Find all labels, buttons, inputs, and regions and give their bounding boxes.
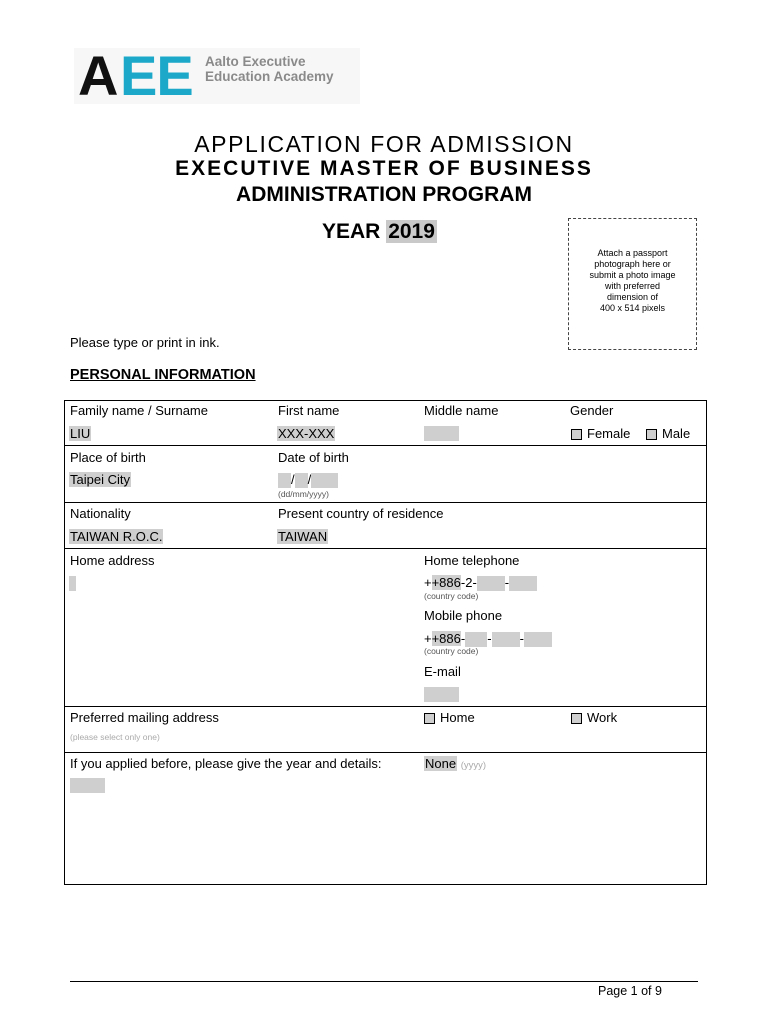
photo-instruction-line5: dimension of bbox=[606, 292, 659, 302]
mobile-country-code-note: (country code) bbox=[424, 646, 479, 656]
dob-day-field[interactable] bbox=[278, 473, 291, 488]
dob-format-hint: (dd/mm/yyyy) bbox=[278, 489, 329, 499]
mobile-part3[interactable] bbox=[524, 632, 552, 647]
applied-before-label: If you applied before, please give the year and details: bbox=[70, 756, 382, 771]
personal-info-form bbox=[64, 400, 707, 885]
home-tel-dash: - bbox=[504, 575, 510, 590]
mailing-work-checkbox[interactable] bbox=[571, 713, 582, 724]
mobile-country-code[interactable]: +886 bbox=[431, 631, 461, 646]
dob-month-field[interactable] bbox=[295, 473, 308, 488]
applied-before-year-group bbox=[424, 756, 486, 771]
logo-org-line1: Aalto Executive bbox=[205, 54, 306, 69]
mobile-dash: - bbox=[487, 631, 492, 646]
mobile-field-group bbox=[424, 631, 552, 647]
photo-instruction-line3: submit a photo image bbox=[589, 270, 676, 280]
year-value-field[interactable]: 2019 bbox=[388, 220, 435, 243]
mailing-note: (please select only one) bbox=[70, 732, 160, 742]
dob-year-field[interactable] bbox=[311, 473, 338, 488]
photo-instruction-line4: with preferred bbox=[604, 281, 661, 291]
place-of-birth-field[interactable]: Taipei City bbox=[70, 472, 130, 487]
home-tel-country-code[interactable]: +886 bbox=[431, 575, 461, 590]
home-address-label: Home address bbox=[70, 553, 155, 568]
mailing-home-label: Home bbox=[440, 710, 475, 725]
dob-label: Date of birth bbox=[278, 450, 349, 465]
mobile-part2[interactable] bbox=[492, 632, 520, 647]
row-divider bbox=[64, 445, 707, 446]
mailing-work-label: Work bbox=[587, 710, 618, 725]
home-tel-part1[interactable] bbox=[477, 576, 505, 591]
mailing-label: Preferred mailing address bbox=[70, 710, 219, 725]
row-divider bbox=[64, 548, 707, 549]
email-label: E-mail bbox=[424, 664, 461, 679]
home-address-field[interactable] bbox=[69, 576, 76, 591]
first-name-label: First name bbox=[278, 403, 340, 418]
year-heading bbox=[322, 220, 437, 244]
title-line2: EXECUTIVE MASTER OF BUSINESS bbox=[175, 157, 593, 180]
gender-label: Gender bbox=[570, 403, 614, 418]
mailing-home-option[interactable] bbox=[424, 710, 475, 725]
mobile-dash: - bbox=[460, 631, 466, 646]
row-divider bbox=[64, 706, 707, 707]
gender-male-option[interactable] bbox=[646, 426, 690, 441]
dob-separator: / bbox=[307, 472, 312, 487]
title-line3: ADMINISTRATION PROGRAM bbox=[236, 183, 532, 206]
applied-before-details-field[interactable] bbox=[70, 778, 105, 793]
home-tel-plus: + bbox=[424, 575, 432, 590]
title-line1: APPLICATION FOR ADMISSION bbox=[194, 131, 574, 157]
page-number: Page 1 of 9 bbox=[598, 984, 662, 998]
middle-name-field[interactable] bbox=[424, 426, 459, 441]
mailing-work-option[interactable] bbox=[571, 710, 617, 725]
dob-separator: / bbox=[291, 472, 295, 487]
first-name-field[interactable]: XXX-XXX bbox=[278, 426, 335, 441]
instruction-text: Please type or print in ink. bbox=[70, 335, 220, 350]
gender-female-option[interactable] bbox=[571, 426, 630, 441]
home-tel-country-code-note: (country code) bbox=[424, 591, 479, 601]
nationality-label: Nationality bbox=[70, 506, 131, 521]
logo-letter-a: A bbox=[78, 44, 118, 107]
logo-org-name bbox=[205, 54, 334, 84]
nationality-field[interactable]: TAIWAN R.O.C. bbox=[70, 529, 163, 544]
family-name-field[interactable]: LIU bbox=[70, 426, 91, 441]
logo-letters-ee: EE bbox=[120, 44, 193, 107]
year-label: YEAR bbox=[322, 220, 381, 243]
dob-field-group bbox=[278, 472, 338, 488]
mobile-label: Mobile phone bbox=[424, 608, 503, 623]
applied-before-year-field[interactable]: None bbox=[425, 756, 457, 771]
family-name-label: Family name / Surname bbox=[70, 403, 208, 418]
gender-female-label: Female bbox=[587, 426, 631, 441]
gender-male-label: Male bbox=[662, 426, 691, 441]
photo-instruction-line6: 400 x 514 pixels bbox=[599, 303, 666, 313]
gender-female-checkbox[interactable] bbox=[571, 429, 582, 440]
row-divider bbox=[64, 502, 707, 503]
mobile-plus: + bbox=[424, 631, 432, 646]
home-tel-field-group bbox=[424, 575, 537, 591]
home-tel-part2[interactable] bbox=[509, 576, 537, 591]
home-tel-label: Home telephone bbox=[424, 553, 520, 568]
footer-divider bbox=[70, 981, 698, 982]
photo-instruction-line1: Attach a passport bbox=[597, 248, 668, 258]
place-of-birth-label: Place of birth bbox=[70, 450, 146, 465]
row-divider bbox=[64, 752, 707, 753]
mailing-home-checkbox[interactable] bbox=[424, 713, 435, 724]
residence-label: Present country of residence bbox=[278, 506, 444, 521]
middle-name-label: Middle name bbox=[424, 403, 499, 418]
applied-before-format: (yyyy) bbox=[460, 760, 487, 771]
mobile-part1[interactable] bbox=[465, 632, 487, 647]
residence-field[interactable]: TAIWAN bbox=[278, 529, 328, 544]
passport-photo-box[interactable] bbox=[568, 218, 697, 350]
home-tel-area: -2- bbox=[460, 575, 477, 590]
email-field[interactable] bbox=[424, 687, 459, 702]
mobile-dash: - bbox=[519, 631, 524, 646]
logo-org-line2: Education Academy bbox=[205, 69, 334, 84]
photo-instruction-line2: photograph here or bbox=[594, 259, 671, 269]
gender-male-checkbox[interactable] bbox=[646, 429, 657, 440]
section-title: PERSONAL INFORMATION bbox=[70, 367, 256, 383]
